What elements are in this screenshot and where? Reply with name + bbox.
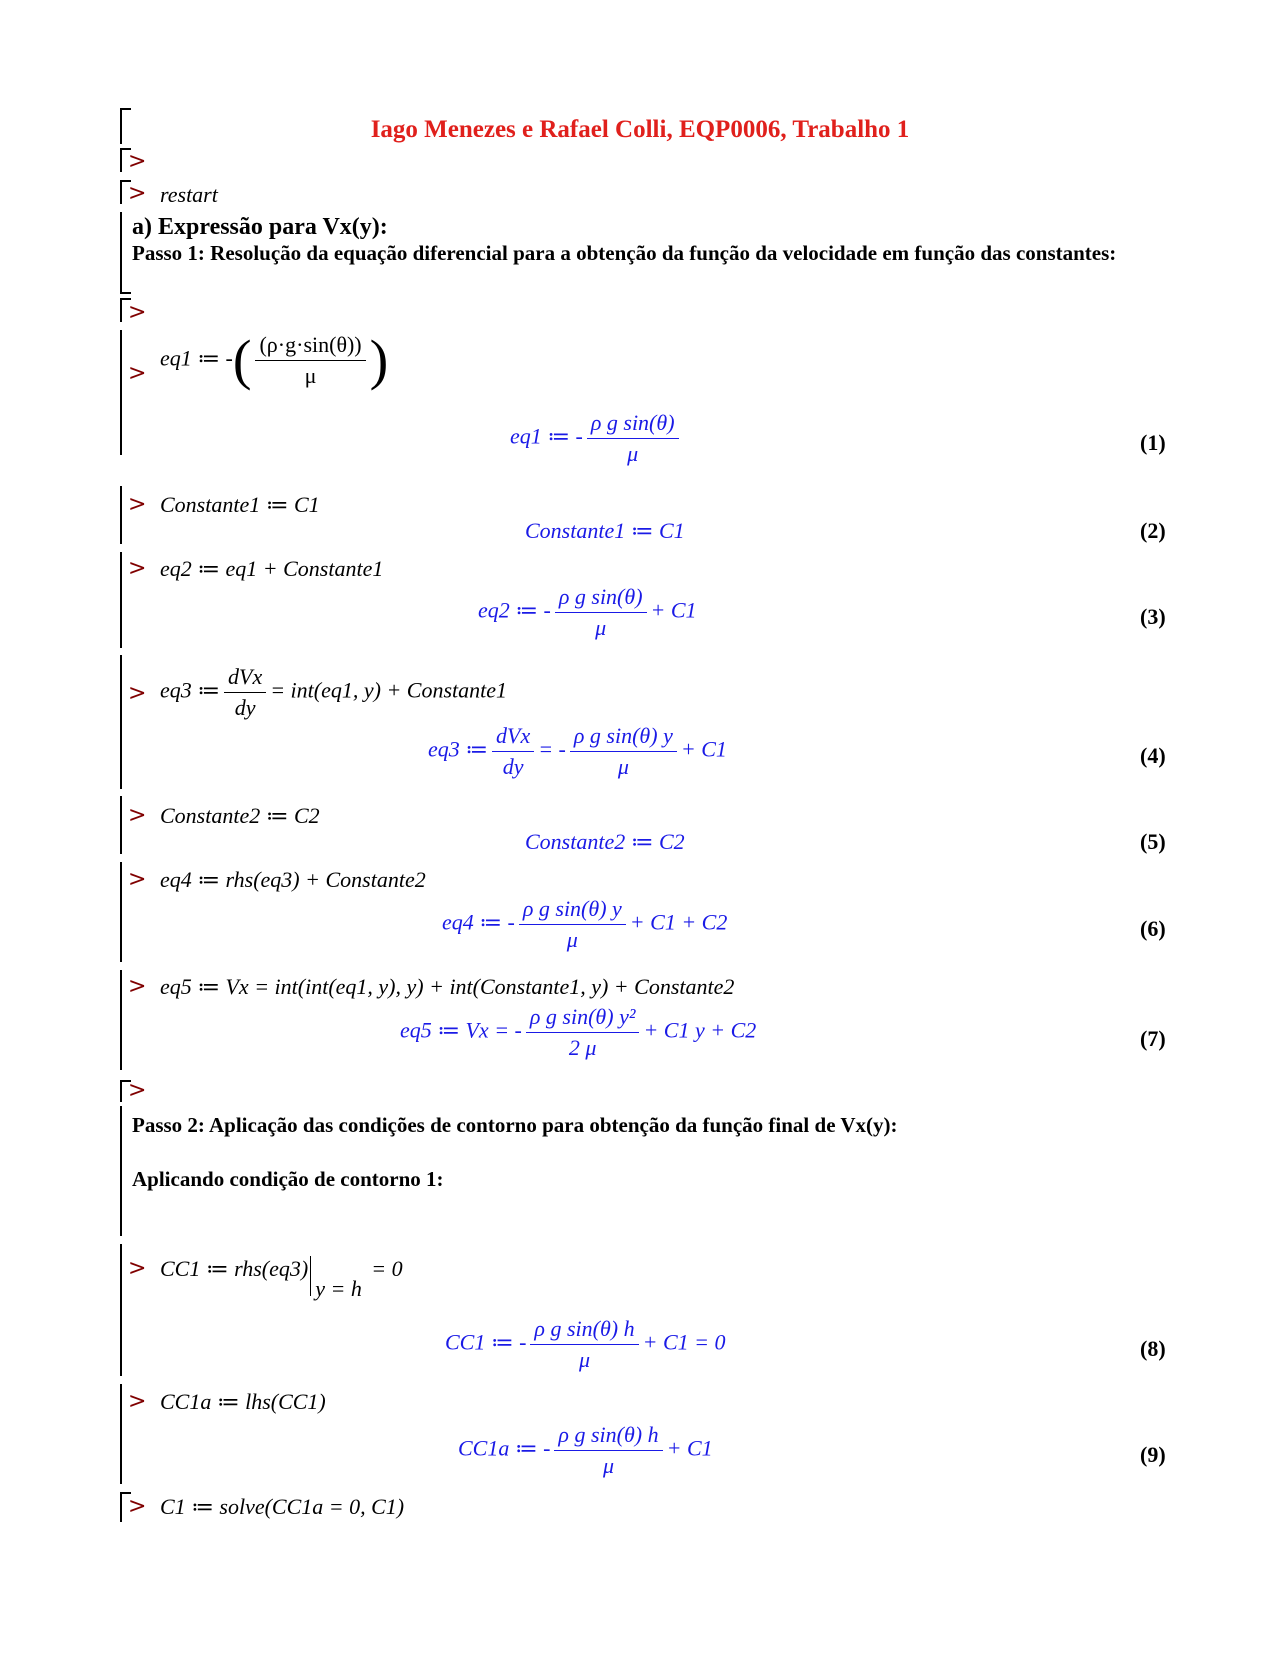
equation-number: (6): [1140, 916, 1166, 941]
group-bracket: [120, 486, 122, 544]
cc1-heading: Aplicando condição de contorno 1:: [132, 1167, 444, 1191]
passo1-heading: Passo 1: Resolução da equação diferencial para a obtenção da função da velocidade em função das constantes:: [132, 241, 1117, 265]
prompt[interactable]: >: [128, 1078, 147, 1103]
o7-rhs: + C1 y + C2: [643, 1017, 757, 1043]
group-bracket: [120, 290, 131, 294]
equation-number: (7): [1140, 1026, 1166, 1051]
input-eq5[interactable]: eq5 ≔ Vx = int(int(eq1, y), y) + int(Constante1, y) + Constante2: [160, 974, 735, 999]
o3-rhs: + C1: [650, 597, 697, 623]
o4-numerator: ρ g sin(θ) y: [570, 723, 677, 752]
prompt[interactable]: >: [128, 556, 147, 581]
equation-number: (5): [1140, 829, 1166, 854]
input-constante2[interactable]: Constante2 ≔ C2: [160, 803, 320, 828]
group-bracket: [120, 796, 122, 854]
eq3-lhs: eq3 ≔: [160, 677, 220, 703]
o4-derivative-num: dVx: [492, 723, 534, 752]
o9-denominator: μ: [602, 1453, 615, 1478]
prompt[interactable]: >: [128, 1389, 147, 1414]
eq3-rhs: = int(eq1, y) + Constante1: [270, 677, 508, 703]
eq3-derivative-den: dy: [234, 695, 256, 720]
group-bracket: [120, 1384, 122, 1484]
group-bracket: [120, 330, 122, 455]
input-cc1a[interactable]: CC1a ≔ lhs(CC1): [160, 1389, 326, 1414]
o6-denominator: μ: [566, 927, 578, 952]
prompt[interactable]: >: [128, 149, 147, 174]
equation-number: (9): [1140, 1442, 1166, 1467]
eq3-derivative-num: dVx: [224, 664, 266, 693]
output-eq3: [428, 723, 727, 780]
o6-rhs: + C1 + C2: [629, 909, 728, 935]
input-eq2[interactable]: eq2 ≔ eq1 + Constante1: [160, 556, 384, 581]
page-title: Iago Menezes e Rafael Colli, EQP0006, Trabalho 1: [370, 116, 910, 143]
o7-denominator: 2 μ: [568, 1035, 597, 1060]
prompt[interactable]: >: [128, 1494, 147, 1519]
o4-denominator: μ: [617, 754, 629, 779]
group-bracket: [120, 552, 122, 648]
group-bracket: [120, 655, 122, 789]
output-constante2: Constante2 ≔ C2: [525, 829, 685, 854]
group-bracket: [120, 108, 131, 144]
prompt[interactable]: >: [128, 803, 147, 828]
group-bracket: [120, 862, 122, 962]
input-constante1[interactable]: Constante1 ≔ C1: [160, 492, 320, 517]
prompt[interactable]: >: [128, 300, 147, 325]
input-c1-solve[interactable]: C1 ≔ solve(CC1a = 0, C1): [160, 1494, 405, 1519]
o1-numerator: ρ g sin(θ): [587, 410, 679, 439]
section-a-heading: a) Expressão para Vx(y):: [132, 214, 388, 240]
o9-lhs: CC1a ≔ -: [458, 1435, 551, 1461]
eq1-numerator: (ρ·g·sin(θ)): [255, 332, 365, 361]
o4-derivative-den: dy: [502, 754, 524, 779]
output-cc1: [445, 1316, 725, 1373]
group-bracket: [120, 1106, 122, 1236]
o9-numerator: ρ g sin(θ) h: [554, 1422, 662, 1451]
cc1-eval-at: y = h: [315, 1276, 362, 1301]
output-eq1: [510, 410, 683, 467]
input-cc1[interactable]: [160, 1256, 403, 1301]
output-constante1: Constante1 ≔ C1: [525, 518, 685, 543]
equation-number: (1): [1140, 430, 1166, 455]
input-eq4[interactable]: eq4 ≔ rhs(eq3) + Constante2: [160, 867, 426, 892]
eq1-lhs: eq1 ≔ -: [160, 345, 233, 371]
group-bracket: [120, 1244, 122, 1376]
o3-numerator: ρ g sin(θ): [555, 584, 647, 613]
input-eq3[interactable]: [160, 664, 507, 721]
passo2-heading: Passo 2: Aplicação das condições de contorno para obtenção da função final de Vx(y):: [132, 1113, 898, 1137]
o7-numerator: ρ g sin(θ) y²: [526, 1004, 640, 1033]
o4-rhs: + C1: [680, 736, 727, 762]
cc1-lhs: CC1 ≔ rhs(eq3): [160, 1256, 309, 1281]
o8-numerator: ρ g sin(θ) h: [530, 1316, 638, 1345]
input-eq1[interactable]: eq1 ≔ -( $\frac{(\rho\cdot g\cdot\sin(\theta))}{\mu}$ ): [160, 329, 389, 392]
o1-lhs: eq1 ≔ -: [510, 423, 583, 449]
output-eq5: [400, 1004, 756, 1061]
prompt[interactable]: >: [128, 1256, 147, 1281]
o3-denominator: μ: [595, 615, 607, 640]
o3-lhs: eq2 ≔ -: [478, 597, 551, 623]
o8-denominator: μ: [578, 1347, 591, 1372]
cc1-rhs: = 0: [371, 1256, 403, 1281]
output-eq4: [442, 896, 727, 953]
o6-numerator: ρ g sin(θ) y: [519, 896, 626, 925]
prompt[interactable]: >: [128, 181, 147, 206]
o8-lhs: CC1 ≔ -: [445, 1329, 527, 1355]
o9-rhs: + C1: [666, 1435, 713, 1461]
prompt[interactable]: >: [128, 974, 147, 999]
group-bracket: [120, 212, 122, 292]
o8-rhs: + C1 = 0: [642, 1329, 726, 1355]
input-restart[interactable]: restart: [160, 182, 218, 207]
equation-number: (2): [1140, 518, 1166, 543]
prompt[interactable]: >: [128, 867, 147, 892]
equation-number: (3): [1140, 604, 1166, 629]
equation-number: (8): [1140, 1336, 1166, 1361]
group-bracket: [120, 970, 122, 1070]
o4-lhs: eq3 ≔: [428, 736, 488, 762]
eq1-denominator: μ: [304, 363, 317, 388]
prompt[interactable]: >: [128, 681, 147, 706]
o1-denominator: μ: [627, 441, 639, 466]
o6-lhs: eq4 ≔ -: [442, 909, 515, 935]
equation-number: (4): [1140, 743, 1166, 768]
prompt[interactable]: >: [128, 492, 147, 517]
o4-mid: = -: [538, 736, 566, 762]
prompt[interactable]: >: [128, 361, 147, 386]
o7-lhs: eq5 ≔ Vx = -: [400, 1017, 522, 1043]
output-cc1a: [458, 1422, 713, 1479]
output-eq2: [478, 584, 697, 641]
